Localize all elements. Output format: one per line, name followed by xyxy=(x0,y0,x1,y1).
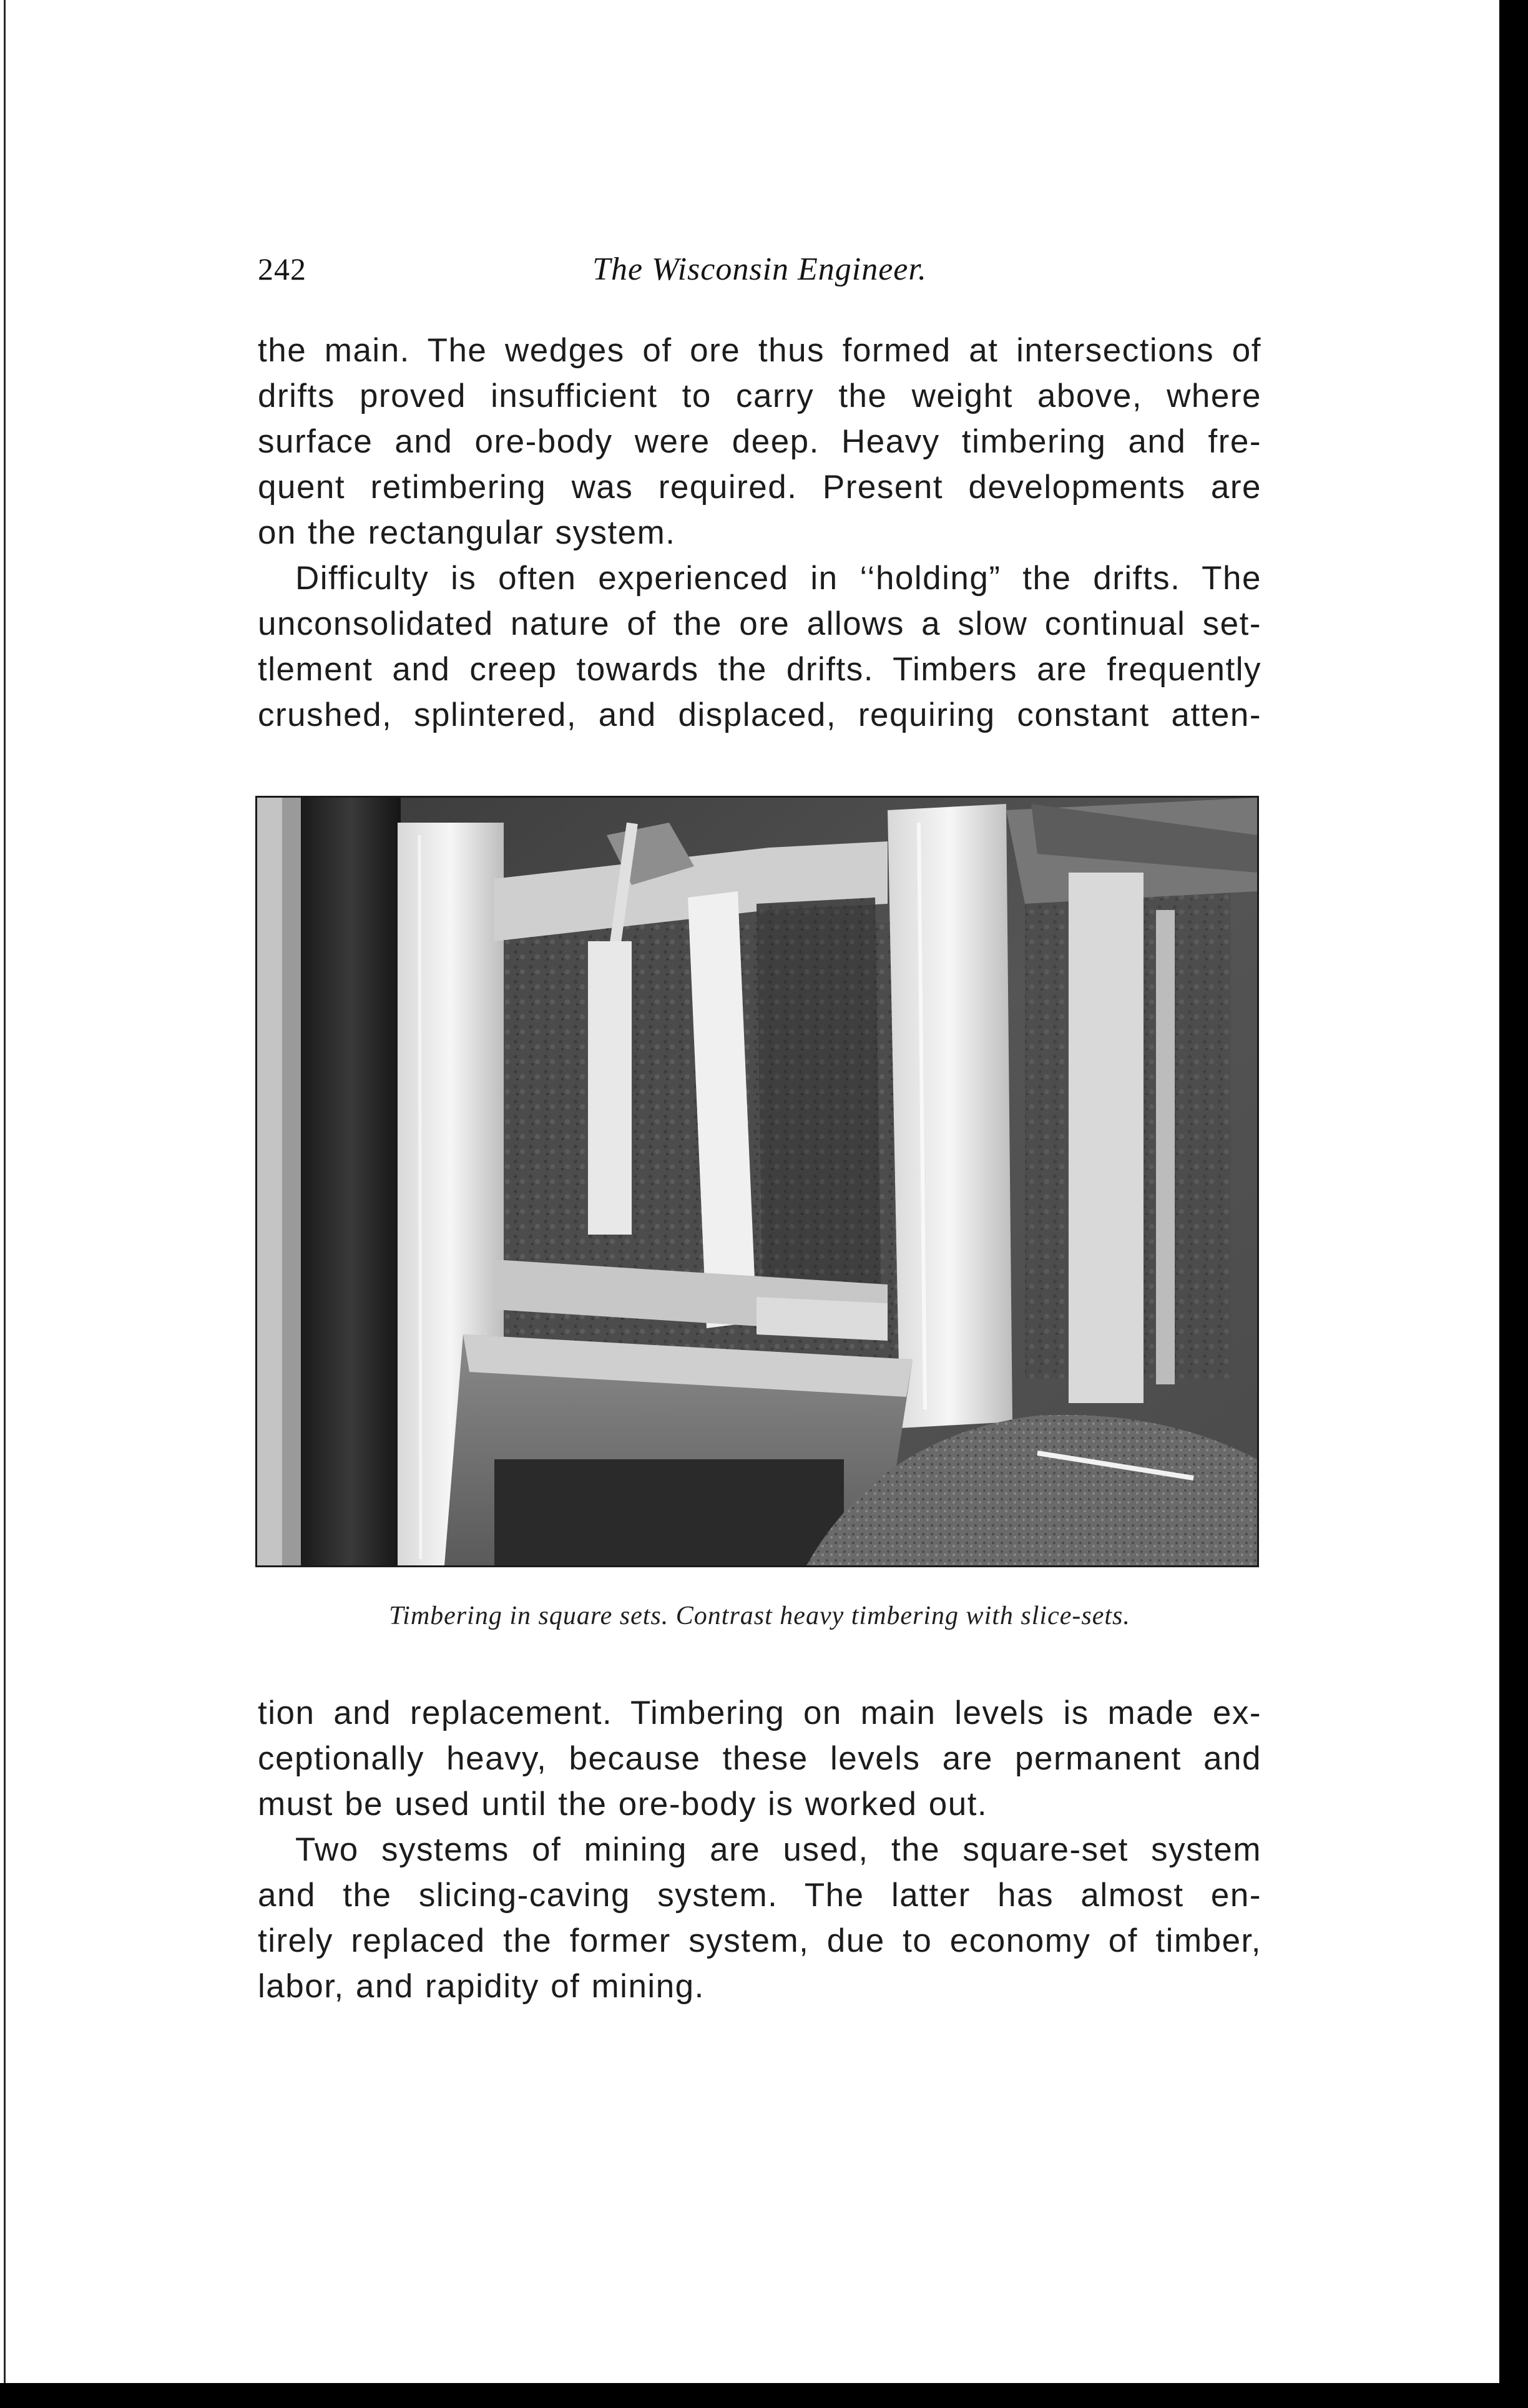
timbering-photo-image xyxy=(257,798,1257,1565)
text-line: on the rectangular system. xyxy=(258,514,676,551)
text-line: labor, and rapidity of mining. xyxy=(258,1968,705,2005)
text-line: tion and replacement. Timbering on main levels is made ex- xyxy=(258,1695,1261,1731)
text-line: Difficulty is often experienced in ‘‘holding” the drifts. The xyxy=(295,560,1261,597)
text-line: tirely replaced the former system, due to economy of timber, xyxy=(258,1922,1261,1959)
text-line: tlement and creep towards the drifts. Timbers are frequently xyxy=(258,651,1261,688)
figure-photo xyxy=(255,796,1259,1567)
text-line: surface and ore-body were deep. Heavy timbering and fre- xyxy=(258,423,1261,460)
body-text-top xyxy=(258,328,1261,738)
running-title: The Wisconsin Engineer. xyxy=(592,252,927,287)
page-header xyxy=(258,251,1261,301)
text-line: unconsolidated nature of the ore allows a slow continual set- xyxy=(258,605,1261,642)
scan-edge-right xyxy=(1499,0,1528,2408)
text-line: quent retimbering was required. Present developments are xyxy=(258,469,1261,506)
paragraph xyxy=(258,1690,1261,1827)
text-line: the main. The wedges of ore thus formed at intersections of xyxy=(258,332,1261,369)
page-number: 242 xyxy=(258,252,306,286)
scan-edge-left xyxy=(4,0,6,2408)
text-line: ceptionally heavy, because these levels are permanent and xyxy=(258,1740,1261,1777)
text-line: Two systems of mining are used, the square-set system xyxy=(295,1831,1261,1868)
paragraph xyxy=(258,328,1261,556)
paragraph xyxy=(258,556,1261,738)
text-line: crushed, splintered, and displaced, requiring constant atten- xyxy=(258,697,1261,733)
paragraph xyxy=(258,1827,1261,2009)
figure-caption: Timbering in square sets. Contrast heavy timbering with slice-sets. xyxy=(389,1602,1130,1630)
scan-edge-bottom xyxy=(0,2383,1528,2408)
body-text-bottom xyxy=(258,1690,1261,2009)
text-line: must be used until the ore-body is worked out. xyxy=(258,1786,988,1823)
text-line: drifts proved insufficient to carry the weight above, where xyxy=(258,378,1261,414)
text-line: and the slicing-caving system. The latter has almost en- xyxy=(258,1877,1261,1914)
